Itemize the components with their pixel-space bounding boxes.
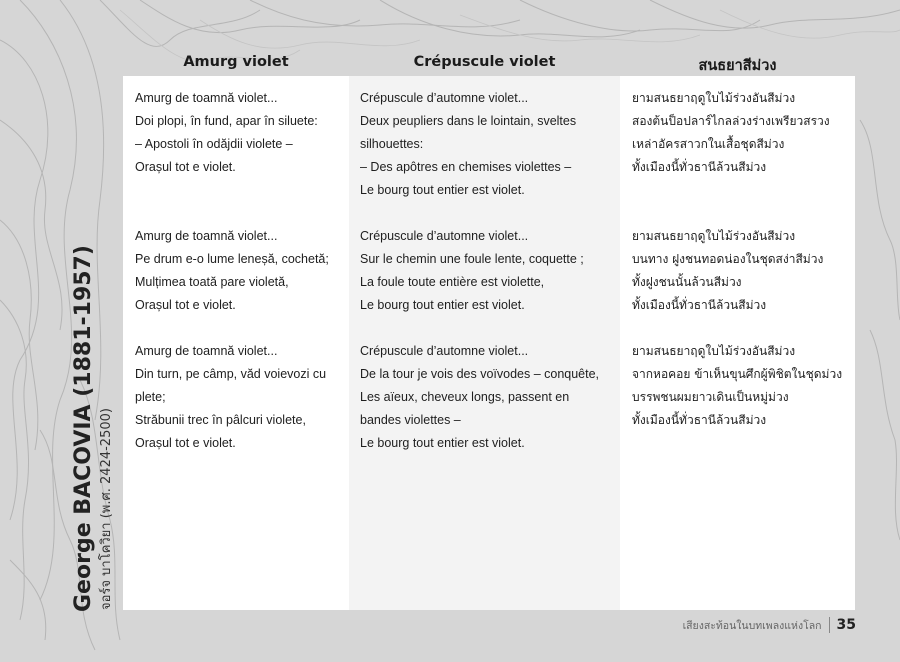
poem-line: บนทาง ฝูงชนทอดน่องในชุดสง่าสีม่วง: [632, 252, 824, 266]
poem-line: จากหอคอย ข้าเห็นขุนศึกผู้พิชิตในชุดม่วง: [632, 367, 843, 381]
poem-line: Les aïeux, cheveux longs, passent en bandes violettes –: [360, 390, 570, 427]
poem-line: บรรพชนผมยาวเดินเป็นหมู่ม่วง: [632, 390, 789, 404]
poem-line: – Apostoli în odăjdii violete –: [135, 137, 293, 151]
poem-line: ยามสนธยาฤดูใบไม้ร่วงอันสีม่วง: [632, 229, 796, 243]
poem-line: Amurg de toamnă violet...: [135, 91, 278, 105]
poem-line: ทั้งเมืองนี้ทั่วธานีล้วนสีม่วง: [632, 160, 767, 174]
page-number: 35: [836, 617, 856, 633]
stanza-2: [360, 225, 612, 317]
poem-line: Orașul tot e violet.: [135, 436, 236, 450]
poem-line: Doi plopi, în fund, apar în siluete:: [135, 114, 318, 128]
stanza-1: [360, 87, 612, 202]
poem-line: De la tour je vois des voïvodes – conquête,: [360, 367, 600, 381]
poem-line: เหล่าอัครสาวกในเสื้อชุดสีม่วง: [632, 137, 785, 151]
poem-line: Le bourg tout entier est violet.: [360, 298, 525, 312]
poem-line: ยามสนธยาฤดูใบไม้ร่วงอันสีม่วง: [632, 344, 796, 358]
poem-line: ทั้งฝูงชนนั้นล้วนสีม่วง: [632, 275, 742, 289]
poem-line: Crépuscule d’automne violet...: [360, 344, 529, 358]
poem-line: Mulțimea toată pare violetă,: [135, 275, 289, 289]
stanza-1: [632, 87, 847, 179]
stanza-3: [135, 340, 341, 455]
poem-line: Din turn, pe câmp, văd voievozi cu plete;: [135, 367, 327, 404]
stanza-3: [632, 340, 847, 432]
stanza-2: [135, 225, 341, 317]
poet-name: George BACOVIA (1881-1957): [71, 245, 96, 612]
poem-line: Orașul tot e violet.: [135, 160, 236, 174]
heading-thai: สนธยาสีม่วง: [698, 58, 777, 74]
heading-romanian: Amurg violet: [183, 54, 289, 70]
poem-line: Amurg de toamnă violet...: [135, 344, 278, 358]
poet-thai-name: จอร์จ บาโควิยา (พ.ศ. 2424-2500): [99, 408, 114, 610]
poem-line: Amurg de toamnă violet...: [135, 229, 278, 243]
stanza-2: [632, 225, 847, 317]
footer-divider: [829, 617, 830, 633]
poem-line: Orașul tot e violet.: [135, 298, 236, 312]
poem-line: สองต้นป็อปลาร์ไกลล่วงร่างเพรียวสรวง: [632, 114, 830, 128]
poem-line: Sur le chemin une foule lente, coquette ;: [360, 252, 584, 266]
poem-line: Le bourg tout entier est violet.: [360, 436, 525, 450]
poem-line: – Des apôtres en chemises violettes –: [360, 160, 572, 174]
heading-french: Crépuscule violet: [413, 54, 556, 70]
poem-line: Le bourg tout entier est violet.: [360, 183, 525, 197]
poem-line: ยามสนธยาฤดูใบไม้ร่วงอันสีม่วง: [632, 91, 796, 105]
column-thai: [620, 76, 855, 610]
column-romanian: [123, 76, 349, 610]
poem-line: Străbunii trec în pâlcuri violete,: [135, 413, 306, 427]
stanza-3: [360, 340, 612, 455]
poem-line: Pe drum e-o lume leneșă, cochetă;: [135, 252, 329, 266]
poem-line: ทั้งเมืองนี้ทั่วธานีล้วนสีม่วง: [632, 413, 767, 427]
poem-line: Deux peupliers dans le lointain, sveltes silhouettes:: [360, 114, 577, 151]
poem-line: Crépuscule d’automne violet...: [360, 229, 529, 243]
poem-line: La foule toute entière est violette,: [360, 275, 545, 289]
book-title: เสียงสะท้อนในบทเพลงแห่งโลก: [682, 619, 822, 632]
page-footer: [683, 615, 856, 635]
poem-line: ทั้งเมืองนี้ทั่วธานีล้วนสีม่วง: [632, 298, 767, 312]
stanza-1: [135, 87, 341, 179]
poet-name-vertical: [70, 245, 116, 612]
column-french: [349, 76, 620, 610]
poem-line: Crépuscule d’automne violet...: [360, 91, 529, 105]
